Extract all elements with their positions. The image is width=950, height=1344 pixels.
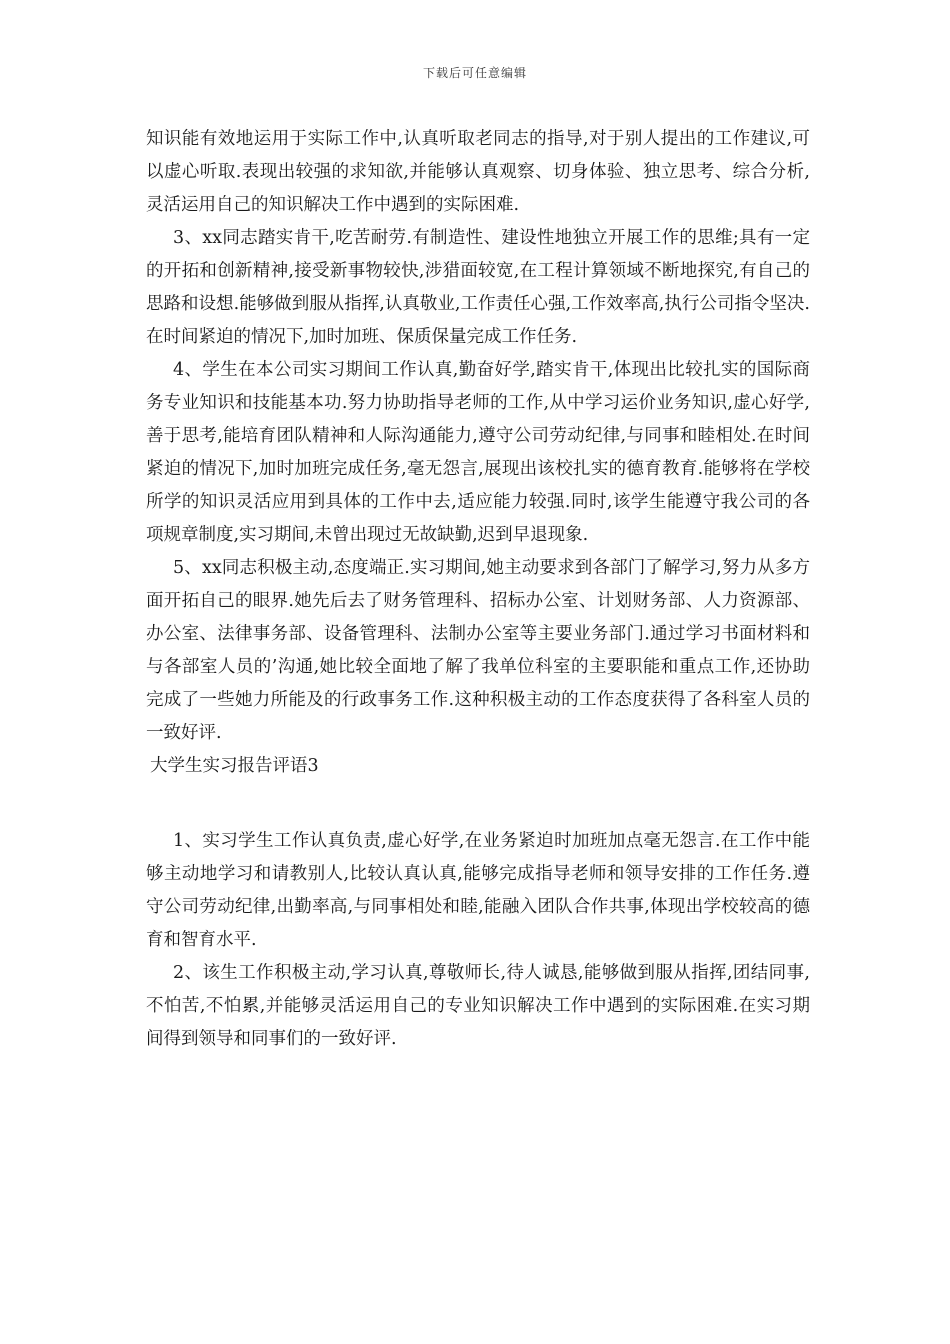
document-body <box>146 123 810 1056</box>
section-heading: 大学生实习报告评语3 <box>150 756 319 776</box>
section-paragraph-item-2: 2、该生工作积极主动,学习认真,尊敬师长,待人诚恳,能够做到服从指挥,团结同事,不怕苦,不怕累,并能够灵活运用自己的专业知识解决工作中遇到的实际困难.在实习期间得到领导和同事们的一致好评. <box>146 963 810 1049</box>
section-paragraph-item-1: 1、实习学生工作认真负责,虚心好学,在业务紧迫时加班加点毫无怨言.在工作中能够主动地学习和请教别人,比较认真认真,能够完成指导老师和领导安排的工作任务.遵守公司劳动纪律,出勤率高,与同事相处和睦,能融入团队合作共事,体现出学校较高的德育和智育水平. <box>146 831 810 950</box>
paragraph-item-5: 5、xx同志积极主动,态度端正.实习期间,她主动要求到各部门了解学习,努力从多方面开拓自己的眼界.她先后去了财务管理科、招标办公室、计划财务部、人力资源部、办公室、法律事务部、设备管理科、法制办公室等主要业务部门.通过学习书面材料和与各部室人员的’沟通,她比较全面地了解了我单位科室的主要职能和重点工作,还协助完成了一些她力所能及的行政事务工作.这种积极主动的工作态度获得了各科室人员的一致好评. <box>146 558 810 743</box>
paragraph-continuation: 知识能有效地运用于实际工作中,认真听取老同志的指导,对于别人提出的工作建议,可以虚心听取.表现出较强的求知欲,并能够认真观察、切身体验、独立思考、综合分析,灵活运用自己的知识解决工作中遇到的实际困难. <box>146 129 810 215</box>
paragraph-item-3: 3、xx同志踏实肯干,吃苦耐劳.有制造性、建设性地独立开展工作的思维;具有一定的开拓和创新精神,接受新事物较快,涉猎面较宽,在工程计算领域不断地探究,有自己的思路和设想.能够做到服从指挥,认真敬业,工作责任心强,工作效率高,执行公司指令坚决.在时间紧迫的情况下,加时加班、保质保量完成工作任务. <box>146 228 810 347</box>
section-spacer <box>146 783 810 825</box>
paragraph-item-4: 4、学生在本公司实习期间工作认真,勤奋好学,踏实肯干,体现出比较扎实的国际商务专业知识和技能基本功.努力协助指导老师的工作,从中学习运价业务知识,虚心好学,善于思考,能培育团队精神和人际沟通能力,遵守公司劳动纪律,与同事和睦相处.在时间紧迫的情况下,加时加班完成任务,毫无怨言,展现出该校扎实的德育教育.能够将在学校所学的知识灵活应用到具体的工作中去,适应能力较强.同时,该学生能遵守我公司的各项规章制度,实习期间,未曾出现过无故缺勤,迟到早退现象. <box>146 360 810 545</box>
page-header: 下载后可任意编辑 <box>422 66 527 80</box>
